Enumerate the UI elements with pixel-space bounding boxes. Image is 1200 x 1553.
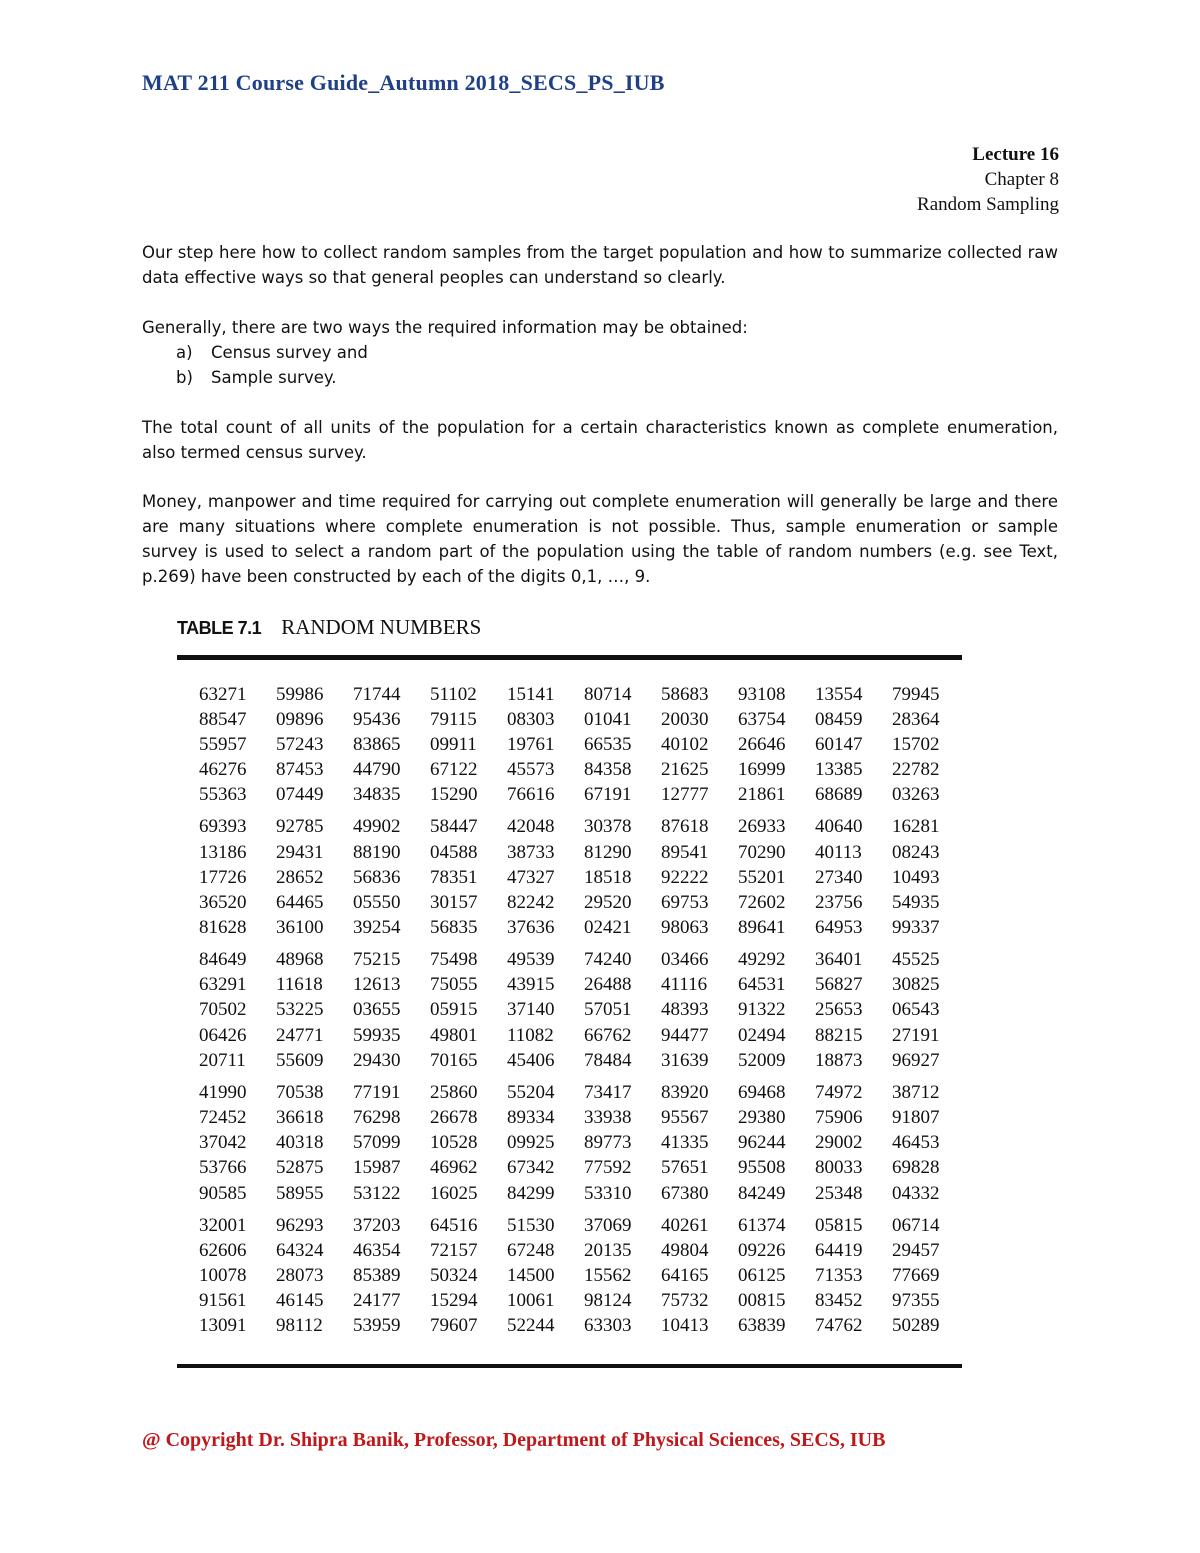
- table-cell: 64165: [661, 1264, 709, 1286]
- table-cell: 10493: [892, 866, 940, 888]
- table-cell: 63839: [738, 1315, 786, 1337]
- table-cell: 92785: [276, 816, 324, 838]
- table-cell: 88547: [199, 708, 247, 730]
- table-row: [178, 1263, 948, 1288]
- table-cell: 05915: [430, 999, 478, 1021]
- table-cell: 27191: [892, 1024, 940, 1046]
- table-cell: 79115: [430, 708, 477, 730]
- table-cell: 25860: [430, 1081, 478, 1103]
- table-cell: 15290: [430, 784, 478, 806]
- table-cell: 54935: [892, 891, 940, 913]
- table-cell: 78484: [584, 1049, 632, 1071]
- table-cell: 89334: [507, 1107, 555, 1129]
- table-cell: 75906: [815, 1107, 863, 1129]
- table-cell: 91807: [892, 1107, 940, 1129]
- table-cell: 01041: [584, 708, 632, 730]
- table-cell: 09896: [276, 708, 324, 730]
- table-row: [178, 783, 948, 808]
- table-cell: 76616: [507, 784, 555, 806]
- table-cell: 29520: [584, 891, 632, 913]
- table-cell: 92222: [661, 866, 709, 888]
- table-cell: 63303: [584, 1315, 632, 1337]
- table-cell: 49801: [430, 1024, 478, 1046]
- table-cell: 84649: [199, 949, 247, 971]
- table-cell: 57051: [584, 999, 632, 1021]
- table-cell: 00815: [738, 1290, 786, 1312]
- table-cell: 29431: [276, 841, 324, 863]
- table-caption: [177, 615, 481, 640]
- table-cell: 81628: [199, 917, 247, 939]
- table-cell: 82242: [507, 891, 555, 913]
- table-cell: 45406: [507, 1049, 555, 1071]
- table-cell: 70538: [276, 1081, 324, 1103]
- table-cell: 98112: [276, 1315, 323, 1337]
- table-cell: 40102: [661, 733, 709, 755]
- table-cell: 36520: [199, 891, 247, 913]
- table-cell: 81290: [584, 841, 632, 863]
- table-cell: 09925: [507, 1132, 555, 1154]
- table-cell: 61374: [738, 1214, 786, 1236]
- table-cell: 80714: [584, 683, 632, 705]
- table-cell: 77592: [584, 1157, 632, 1179]
- table-cell: 89641: [738, 917, 786, 939]
- table-cell: 30157: [430, 891, 478, 913]
- table-cell: 57243: [276, 733, 324, 755]
- table-cell: 40318: [276, 1132, 324, 1154]
- table-cell: 98063: [661, 917, 709, 939]
- table-cell: 12777: [661, 784, 709, 806]
- table-cell: 07449: [276, 784, 324, 806]
- table-row: [178, 1156, 948, 1181]
- table-cell: 37203: [353, 1214, 401, 1236]
- table-cell: 40113: [815, 841, 862, 863]
- table-cell: 42048: [507, 816, 555, 838]
- table-cell: 16025: [430, 1182, 478, 1204]
- table-cell: 75498: [430, 949, 478, 971]
- table-cell: 56836: [353, 866, 401, 888]
- table-cell: 95436: [353, 708, 401, 730]
- table-cell: 17726: [199, 866, 247, 888]
- table-cell: 77191: [353, 1081, 401, 1103]
- table-cell: 63754: [738, 708, 786, 730]
- table-cell: 16999: [738, 759, 786, 781]
- table-cell: 84358: [584, 759, 632, 781]
- table-cell: 52009: [738, 1049, 786, 1071]
- table-row: [178, 1073, 948, 1105]
- table-cell: 15702: [892, 733, 940, 755]
- table-cell: 58683: [661, 683, 709, 705]
- table-cell: 18518: [584, 866, 632, 888]
- table-cell: 38733: [507, 841, 555, 863]
- table-cell: 09226: [738, 1239, 786, 1261]
- table-cell: 26646: [738, 733, 786, 755]
- table-cell: 06125: [738, 1264, 786, 1286]
- table-bottom-rule: [177, 1364, 962, 1368]
- census-paragraph: The total count of all units of the population for a certain characteristics known as complete enumeration, also termed census survey.: [142, 418, 1058, 462]
- table-cell: 22782: [892, 759, 940, 781]
- table-cell: 53122: [353, 1182, 401, 1204]
- table-cell: 71744: [353, 683, 401, 705]
- table-cell: 48393: [661, 999, 709, 1021]
- table-cell: 40640: [815, 816, 863, 838]
- table-cell: 43915: [507, 974, 555, 996]
- table-cell: 34835: [353, 784, 401, 806]
- table-row: [178, 707, 948, 732]
- lecture-number: Lecture 16: [972, 144, 1059, 165]
- table-cell: 72602: [738, 891, 786, 913]
- table-cell: 99337: [892, 917, 940, 939]
- table-row: [178, 732, 948, 757]
- table-cell: 51102: [430, 683, 477, 705]
- table-row: [178, 1131, 948, 1156]
- table-cell: 64516: [430, 1214, 478, 1236]
- table-row: [178, 1206, 948, 1238]
- table-cell: 67122: [430, 759, 478, 781]
- table-cell: 08303: [507, 708, 555, 730]
- table-cell: 67342: [507, 1157, 555, 1179]
- table-cell: 29430: [353, 1049, 401, 1071]
- table-cell: 70290: [738, 841, 786, 863]
- table-cell: 27340: [815, 866, 863, 888]
- table-cell: 59935: [353, 1024, 401, 1046]
- table-caption-number: TABLE 7.1: [177, 618, 262, 638]
- table-cell: 55609: [276, 1049, 324, 1071]
- table-cell: 95567: [661, 1107, 709, 1129]
- table-cell: 50289: [892, 1315, 940, 1337]
- random-numbers-table-body: [178, 682, 948, 1339]
- table-cell: 69393: [199, 816, 247, 838]
- table-cell: 71353: [815, 1264, 863, 1286]
- table-cell: 63291: [199, 974, 247, 996]
- table-cell: 94477: [661, 1024, 709, 1046]
- table-cell: 12613: [353, 974, 401, 996]
- table-cell: 32001: [199, 1214, 247, 1236]
- table-cell: 05815: [815, 1214, 863, 1236]
- table-cell: 70502: [199, 999, 247, 1021]
- table-cell: 52244: [507, 1315, 555, 1337]
- table-cell: 55957: [199, 733, 247, 755]
- table-cell: 56835: [430, 917, 478, 939]
- table-cell: 69468: [738, 1081, 786, 1103]
- table-cell: 36401: [815, 949, 863, 971]
- table-cell: 59986: [276, 683, 324, 705]
- table-cell: 69753: [661, 891, 709, 913]
- chapter-label: Chapter 8: [984, 169, 1059, 190]
- table-cell: 69828: [892, 1157, 940, 1179]
- table-cell: 96293: [276, 1214, 324, 1236]
- table-cell: 20030: [661, 708, 709, 730]
- table-cell: 15141: [507, 683, 555, 705]
- table-cell: 10061: [507, 1290, 555, 1312]
- table-cell: 38712: [892, 1081, 940, 1103]
- table-cell: 49902: [353, 816, 401, 838]
- table-cell: 88190: [353, 841, 401, 863]
- document-header-title: MAT 211 Course Guide_Autumn 2018_SECS_PS_IUB: [142, 70, 665, 95]
- random-numbers-table: [178, 682, 948, 1339]
- table-cell: 13554: [815, 683, 863, 705]
- table-cell: 23756: [815, 891, 863, 913]
- table-row: [178, 890, 948, 915]
- ways-intro-paragraph: Generally, there are two ways the required information may be obtained:: [142, 318, 748, 337]
- table-cell: 96244: [738, 1132, 786, 1154]
- table-cell: 68689: [815, 784, 863, 806]
- list-marker: a): [176, 343, 193, 362]
- table-cell: 41990: [199, 1081, 247, 1103]
- table-row: [178, 1181, 948, 1206]
- table-cell: 53766: [199, 1157, 247, 1179]
- table-cell: 30378: [584, 816, 632, 838]
- table-cell: 64324: [276, 1239, 324, 1261]
- table-cell: 97355: [892, 1290, 940, 1312]
- table-cell: 89773: [584, 1132, 632, 1154]
- table-cell: 70165: [430, 1049, 478, 1071]
- table-row: [178, 1238, 948, 1263]
- table-cell: 24771: [276, 1024, 324, 1046]
- table-cell: 44790: [353, 759, 401, 781]
- table-cell: 87453: [276, 759, 324, 781]
- table-cell: 40261: [661, 1214, 709, 1236]
- table-cell: 57651: [661, 1157, 709, 1179]
- ways-list: [176, 340, 368, 390]
- table-cell: 79945: [892, 683, 940, 705]
- table-cell: 15562: [584, 1264, 632, 1286]
- table-cell: 64419: [815, 1239, 863, 1261]
- table-cell: 93108: [738, 683, 786, 705]
- table-cell: 49804: [661, 1239, 709, 1261]
- table-cell: 21861: [738, 784, 786, 806]
- table-cell: 48968: [276, 949, 324, 971]
- table-cell: 64953: [815, 917, 863, 939]
- table-cell: 37069: [584, 1214, 632, 1236]
- table-cell: 37042: [199, 1132, 247, 1154]
- table-cell: 47327: [507, 866, 555, 888]
- table-cell: 36100: [276, 917, 324, 939]
- list-marker: b): [176, 368, 193, 387]
- table-cell: 57099: [353, 1132, 401, 1154]
- table-cell: 29002: [815, 1132, 863, 1154]
- topic-label: Random Sampling: [917, 194, 1059, 215]
- table-cell: 96927: [892, 1049, 940, 1071]
- table-cell: 10078: [199, 1264, 247, 1286]
- table-cell: 98124: [584, 1290, 632, 1312]
- table-row: [178, 865, 948, 890]
- list-item: [176, 340, 368, 365]
- table-cell: 41335: [661, 1132, 709, 1154]
- table-cell: 20135: [584, 1239, 632, 1261]
- table-cell: 74762: [815, 1315, 863, 1337]
- table-cell: 46145: [276, 1290, 324, 1312]
- table-cell: 66535: [584, 733, 632, 755]
- table-cell: 62606: [199, 1239, 247, 1261]
- table-cell: 88215: [815, 1024, 863, 1046]
- table-cell: 75215: [353, 949, 401, 971]
- table-cell: 67380: [661, 1182, 709, 1204]
- table-cell: 06543: [892, 999, 940, 1021]
- table-cell: 79607: [430, 1315, 478, 1337]
- table-cell: 24177: [353, 1290, 401, 1312]
- table-cell: 64531: [738, 974, 786, 996]
- table-cell: 29457: [892, 1239, 940, 1261]
- lecture-info: [917, 142, 1059, 217]
- table-row: [178, 840, 948, 865]
- table-cell: 49539: [507, 949, 555, 971]
- table-cell: 80033: [815, 1157, 863, 1179]
- table-cell: 90585: [199, 1182, 247, 1204]
- table-cell: 45573: [507, 759, 555, 781]
- table-cell: 37140: [507, 999, 555, 1021]
- table-cell: 67248: [507, 1239, 555, 1261]
- table-cell: 08459: [815, 708, 863, 730]
- table-cell: 09911: [430, 733, 477, 755]
- table-row: [178, 941, 948, 973]
- table-row: [178, 1289, 948, 1314]
- table-cell: 39254: [353, 917, 401, 939]
- table-cell: 73417: [584, 1081, 632, 1103]
- sample-paragraph: Money, manpower and time required for carrying out complete enumeration will generally be large and there are many situations where complete enumeration is not possible. Thus, sample enumeration or sample survey is used to select a random part of the population using the table of random numbers (e.g. see Text, p.269) have been constructed by each of the digits 0,1, …, 9.: [142, 492, 1058, 586]
- table-cell: 46276: [199, 759, 247, 781]
- table-cell: 26488: [584, 974, 632, 996]
- table-cell: 91322: [738, 999, 786, 1021]
- table-cell: 84299: [507, 1182, 555, 1204]
- table-cell: 10528: [430, 1132, 478, 1154]
- table-cell: 28073: [276, 1264, 324, 1286]
- list-item: [176, 365, 368, 390]
- table-cell: 36618: [276, 1107, 324, 1129]
- table-cell: 18873: [815, 1049, 863, 1071]
- copyright-footer: @ Copyright Dr. Shipra Banik, Professor, Department of Physical Sciences, SECS, IUB: [142, 1429, 886, 1451]
- table-cell: 08243: [892, 841, 940, 863]
- table-cell: 83865: [353, 733, 401, 755]
- table-cell: 06426: [199, 1024, 247, 1046]
- table-cell: 56827: [815, 974, 863, 996]
- table-row: [178, 916, 948, 941]
- table-cell: 66762: [584, 1024, 632, 1046]
- table-cell: 52875: [276, 1157, 324, 1179]
- table-cell: 26678: [430, 1107, 478, 1129]
- table-cell: 25653: [815, 999, 863, 1021]
- table-cell: 55204: [507, 1081, 555, 1103]
- table-cell: 13091: [199, 1315, 247, 1337]
- table-cell: 14500: [507, 1264, 555, 1286]
- table-row: [178, 758, 948, 783]
- table-cell: 89541: [661, 841, 709, 863]
- table-cell: 74240: [584, 949, 632, 971]
- table-cell: 75055: [430, 974, 478, 996]
- list-item-text: Census survey and: [211, 343, 368, 362]
- table-cell: 95508: [738, 1157, 786, 1179]
- table-cell: 67191: [584, 784, 632, 806]
- table-cell: 49292: [738, 949, 786, 971]
- table-cell: 02421: [584, 917, 632, 939]
- table-cell: 83452: [815, 1290, 863, 1312]
- table-cell: 21625: [661, 759, 709, 781]
- table-cell: 33938: [584, 1107, 632, 1129]
- table-cell: 04588: [430, 841, 478, 863]
- table-cell: 16281: [892, 816, 940, 838]
- table-cell: 30825: [892, 974, 940, 996]
- table-row: [178, 1023, 948, 1048]
- table-cell: 72157: [430, 1239, 478, 1261]
- table-cell: 46354: [353, 1239, 401, 1261]
- table-cell: 15294: [430, 1290, 478, 1312]
- table-cell: 64465: [276, 891, 324, 913]
- table-cell: 03466: [661, 949, 709, 971]
- table-cell: 20711: [199, 1049, 246, 1071]
- table-cell: 55363: [199, 784, 247, 806]
- table-cell: 28652: [276, 866, 324, 888]
- table-cell: 53959: [353, 1315, 401, 1337]
- table-cell: 76298: [353, 1107, 401, 1129]
- table-row: [178, 682, 948, 707]
- table-cell: 10413: [661, 1315, 709, 1337]
- table-cell: 78351: [430, 866, 478, 888]
- table-cell: 87618: [661, 816, 709, 838]
- table-cell: 83920: [661, 1081, 709, 1103]
- table-cell: 11082: [507, 1024, 554, 1046]
- table-cell: 04332: [892, 1182, 940, 1204]
- table-cell: 46453: [892, 1132, 940, 1154]
- table-row: [178, 1314, 948, 1339]
- table-cell: 85389: [353, 1264, 401, 1286]
- table-cell: 53225: [276, 999, 324, 1021]
- table-row: [178, 1048, 948, 1073]
- table-caption-title: RANDOM NUMBERS: [281, 615, 482, 639]
- table-cell: 58955: [276, 1182, 324, 1204]
- table-cell: 84249: [738, 1182, 786, 1204]
- table-row: [178, 1105, 948, 1130]
- table-cell: 46962: [430, 1157, 478, 1179]
- table-cell: 58447: [430, 816, 478, 838]
- table-cell: 51530: [507, 1214, 555, 1236]
- table-top-rule: [177, 655, 962, 660]
- table-cell: 11618: [276, 974, 323, 996]
- table-cell: 74972: [815, 1081, 863, 1103]
- table-cell: 50324: [430, 1264, 478, 1286]
- table-cell: 03263: [892, 784, 940, 806]
- table-cell: 19761: [507, 733, 555, 755]
- table-cell: 13385: [815, 759, 863, 781]
- table-cell: 03655: [353, 999, 401, 1021]
- table-cell: 63271: [199, 683, 247, 705]
- table-cell: 41116: [661, 974, 708, 996]
- table-cell: 72452: [199, 1107, 247, 1129]
- table-cell: 13186: [199, 841, 247, 863]
- table-cell: 77669: [892, 1264, 940, 1286]
- table-row: [178, 973, 948, 998]
- table-row: [178, 998, 948, 1023]
- table-cell: 25348: [815, 1182, 863, 1204]
- table-cell: 26933: [738, 816, 786, 838]
- table-cell: 60147: [815, 733, 863, 755]
- table-cell: 55201: [738, 866, 786, 888]
- table-cell: 29380: [738, 1107, 786, 1129]
- table-cell: 06714: [892, 1214, 940, 1236]
- list-item-text: Sample survey.: [211, 368, 337, 387]
- table-cell: 02494: [738, 1024, 786, 1046]
- table-cell: 91561: [199, 1290, 247, 1312]
- table-cell: 75732: [661, 1290, 709, 1312]
- table-row: [178, 808, 948, 840]
- table-cell: 05550: [353, 891, 401, 913]
- table-cell: 28364: [892, 708, 940, 730]
- intro-paragraph: Our step here how to collect random samples from the target population and how to summarize collected raw data effective ways so that general peoples can understand so clearly.: [142, 243, 1058, 287]
- table-cell: 15987: [353, 1157, 401, 1179]
- table-cell: 53310: [584, 1182, 632, 1204]
- table-cell: 37636: [507, 917, 555, 939]
- table-cell: 45525: [892, 949, 940, 971]
- table-cell: 31639: [661, 1049, 709, 1071]
